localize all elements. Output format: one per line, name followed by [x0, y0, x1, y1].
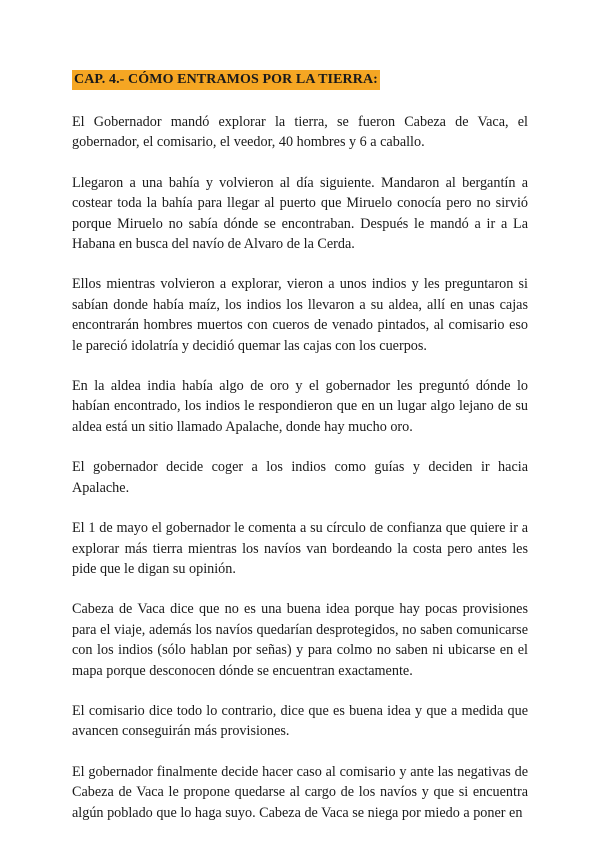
paragraph-3: Ellos mientras volvieron a explorar, vieron a unos indios y les preguntaron si sabían donde había maíz, los indios los llevaron a su aldea, allí en unas cajas encontrarán hombres muertos con cueros de venado pintados, al comisario eso le pareció idolatría y decidió quemar las cajas con los cuerpos. — [72, 276, 528, 354]
paragraph-5: El gobernador decide coger a los indios como guías y deciden ir hacia Apalache. — [72, 459, 528, 496]
chapter-title: CAP. 4.- CÓMO ENTRAMOS POR LA TIERRA: — [72, 70, 380, 90]
paragraph-4: En la aldea india había algo de oro y el gobernador les preguntó dónde lo habían encontrado, los indios le respondieron que en un lugar algo lejano de su aldea está un sitio llamado Apalache, donde hay mucho oro. — [72, 378, 528, 435]
paragraph-6: El 1 de mayo el gobernador le comenta a su círculo de confianza que quiere ir a explorar más tierra mientras los navíos van bordeando la costa pero antes les pide que le digan su opinión. — [72, 520, 528, 577]
paragraph-2: Llegaron a una bahía y volvieron al día siguiente. Mandaron al bergantín a costear toda la bahía para llegar al puerto que Miruelo conocía pero no sirvió porque Miruelo no sabía dónde se encontraban. Después le mandó a ir a La Habana en busca del navío de Alvaro de la Cerda. — [72, 174, 528, 253]
paragraph-8: El comisario dice todo lo contrario, dice que es buena idea y que a medida que avancen conseguirán más provisiones. — [72, 702, 528, 740]
paragraph-1: El Gobernador mandó explorar la tierra, se fueron Cabeza de Vaca, el gobernador, el comisario, el veedor, 40 hombres y 6 a caballo. — [72, 114, 528, 151]
paragraph-7: Cabeza de Vaca dice que no es una buena idea porque hay pocas provisiones para el viaje, además los navíos quedarían desprotegidos, no saben comunicarse con los indios (sólo hablan por señas) y para colmo no saben ni ubicarse en el mapa porque desconocen dónde se encuentran exactamente. — [72, 601, 528, 679]
paragraph-9: El gobernador finalmente decide hacer caso al comisario y ante las negativas de Cabeza de Vaca le propone quedarse al cargo de los navíos y que si encuentra algún poblado que lo haga suyo. Cabeza de Vaca se niega por miedo a poner en — [72, 763, 528, 821]
